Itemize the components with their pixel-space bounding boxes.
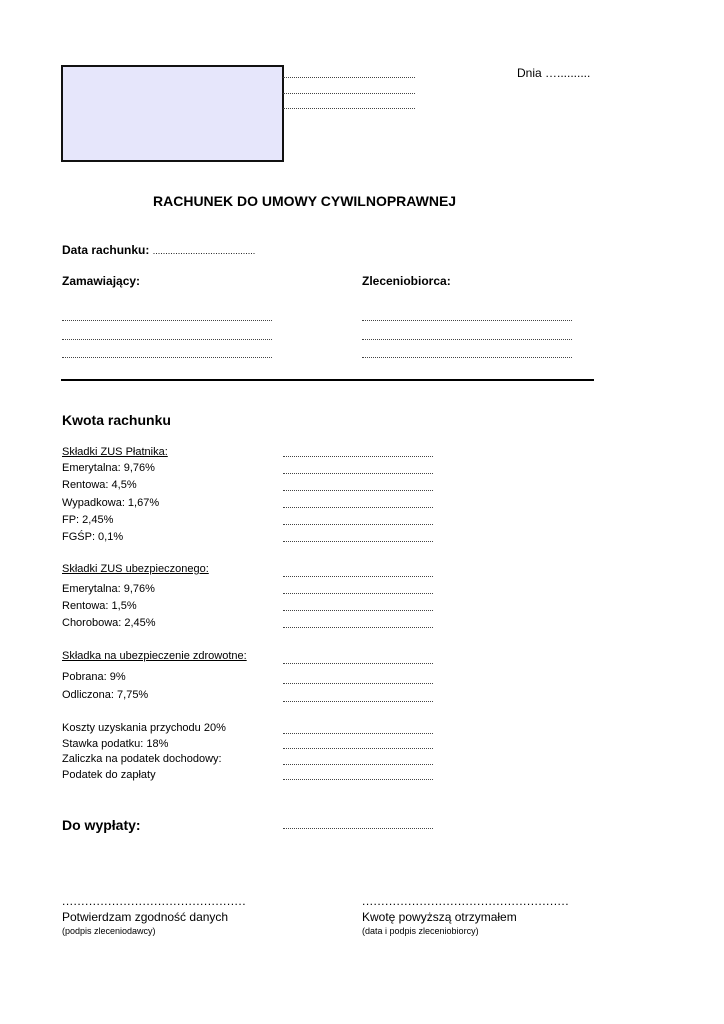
- date-label: Dnia …..........: [517, 66, 591, 80]
- ordering-party-line-1: [62, 320, 272, 321]
- ordering-party-line-2: [62, 339, 272, 340]
- contractor-line-2: [362, 339, 572, 340]
- payout-amount-line: [283, 828, 433, 829]
- document-title: RACHUNEK DO UMOWY CYWILNOPRAWNEJ: [153, 193, 457, 209]
- ordering-party-line-3: [62, 357, 272, 358]
- invoice-date-dots: .........................................: [152, 246, 256, 256]
- contractor-line-3: [362, 357, 572, 358]
- amount-line: [283, 701, 433, 702]
- tax-item: Zaliczka na podatek dochodowy:: [62, 753, 222, 765]
- health-contribution-heading: Składka na ubezpieczenie zdrowotne:: [62, 650, 247, 662]
- amount-line: [283, 576, 433, 577]
- amount-line: [283, 764, 433, 765]
- company-stamp-box: [61, 65, 284, 162]
- payer-item: FP: 2,45%: [62, 514, 114, 526]
- client-signature-line: ................................................: [62, 894, 247, 908]
- insured-item: Rentowa: 1,5%: [62, 600, 137, 612]
- insured-item: Chorobowa: 2,45%: [62, 617, 156, 629]
- payer-item: Emerytalna: 9,76%: [62, 462, 155, 474]
- amount-line: [283, 627, 433, 628]
- amount-line: [283, 456, 433, 457]
- address-line-3: [283, 108, 415, 109]
- ordering-party-label: Zamawiający:: [62, 274, 141, 288]
- contractor-signature-caption: Kwotę powyższą otrzymałem: [362, 910, 517, 924]
- health-item: Odliczona: 7,75%: [62, 689, 149, 701]
- amount-line: [283, 663, 433, 664]
- client-signature-note: (podpis zleceniodawcy): [62, 926, 156, 936]
- contractor-signature-note: (data i podpis zleceniobiorcy): [362, 926, 479, 936]
- amount-line: [283, 610, 433, 611]
- tax-item: Podatek do zapłaty: [62, 769, 156, 781]
- amount-line: [283, 473, 433, 474]
- address-line-2: [283, 93, 415, 94]
- amount-line: [283, 733, 433, 734]
- amount-line: [283, 507, 433, 508]
- client-signature-caption: Potwierdzam zgodność danych: [62, 910, 229, 924]
- payer-item: Wypadkowa: 1,67%: [62, 497, 160, 509]
- contractor-label: Zleceniobiorca:: [362, 274, 451, 288]
- payout-label: Do wypłaty:: [62, 817, 141, 833]
- address-line-1: [283, 77, 415, 78]
- section-divider: [61, 379, 594, 381]
- amount-heading: Kwota rachunku: [62, 412, 171, 428]
- amount-line: [283, 541, 433, 542]
- insured-item: Emerytalna: 9,76%: [62, 583, 155, 595]
- invoice-date-label: Data rachunku:: [62, 243, 150, 257]
- amount-line: [283, 593, 433, 594]
- contractor-signature-line: ......................................................: [362, 894, 570, 908]
- tax-item: Koszty uzyskania przychodu 20%: [62, 722, 226, 734]
- contractor-line-1: [362, 320, 572, 321]
- health-item: Pobrana: 9%: [62, 671, 126, 683]
- tax-item: Stawka podatku: 18%: [62, 738, 169, 750]
- amount-line: [283, 779, 433, 780]
- payer-item: FGŚP: 0,1%: [62, 531, 124, 543]
- amount-line: [283, 490, 433, 491]
- invoice-date: [62, 243, 255, 257]
- amount-line: [283, 683, 433, 684]
- payer-item: Rentowa: 4,5%: [62, 479, 137, 491]
- amount-line: [283, 524, 433, 525]
- insured-contributions-heading: Składki ZUS ubezpieczonego:: [62, 563, 209, 575]
- amount-line: [283, 748, 433, 749]
- payer-contributions-heading: Składki ZUS Płatnika:: [62, 446, 168, 458]
